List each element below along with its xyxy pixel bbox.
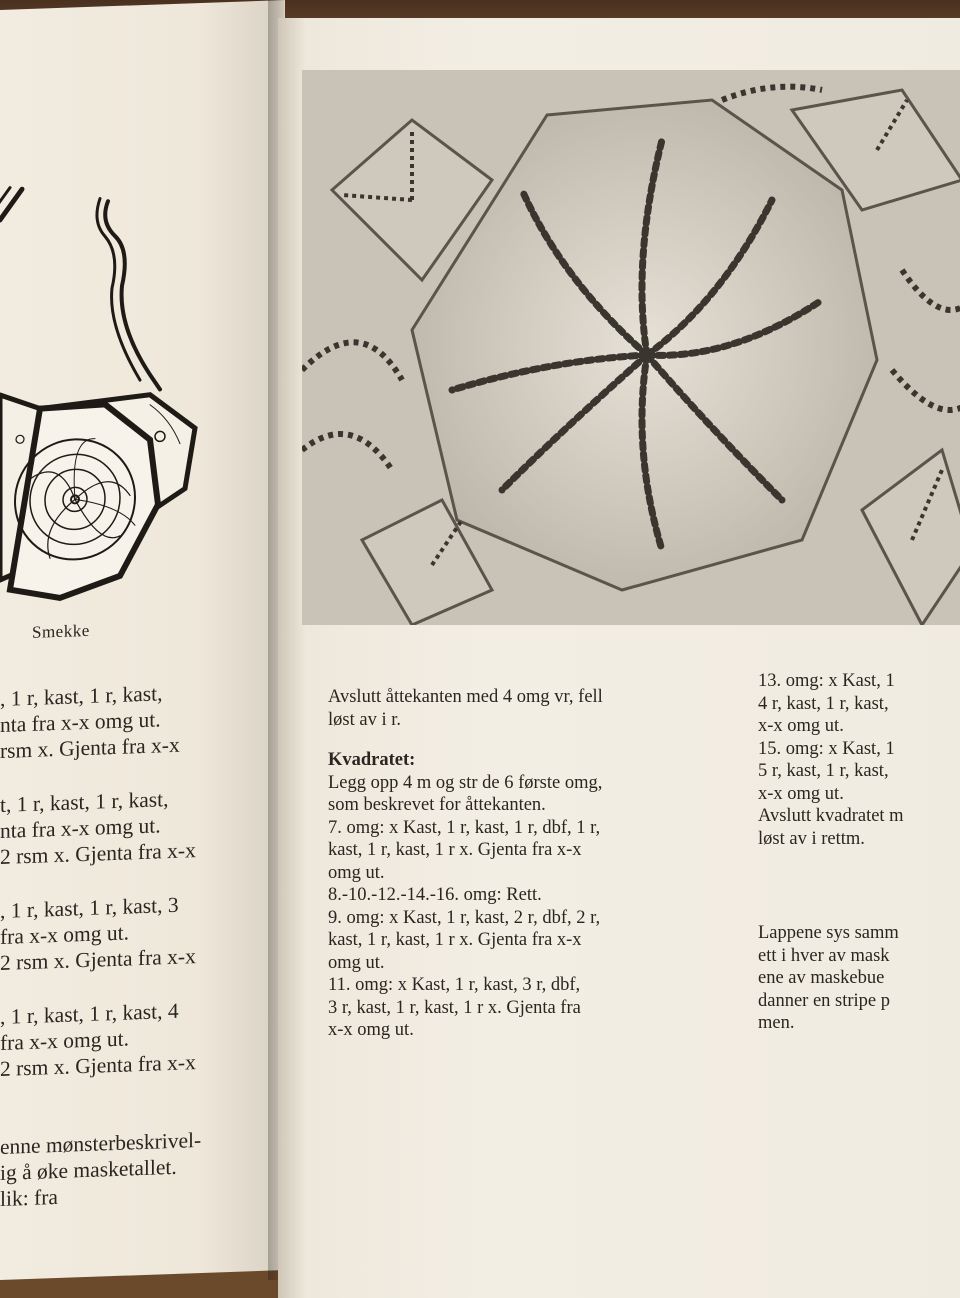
text-line: omg ut.	[328, 862, 385, 883]
text-line: 3 r, kast, 1 r, kast, 1 r x. Gjenta fra	[328, 997, 581, 1018]
instructions-column-2	[758, 670, 960, 1035]
text-line: 2 rsm x. Gjenta fra x-x	[0, 1050, 196, 1081]
right-page	[278, 18, 960, 1298]
knitted-lace-photo	[302, 70, 960, 625]
text-line: Legg opp 4 m og str de 6 første omg,	[328, 772, 603, 793]
text-line: fra x-x omg ut.	[0, 920, 129, 949]
text-line: x-x omg ut.	[758, 783, 844, 804]
text-line: Lappene sys samm	[758, 923, 899, 943]
text-line: 11. omg: x Kast, 1 r, kast, 3 r, dbf,	[328, 975, 581, 995]
text-line: 8.-10.-12.-14.-16. omg: Rett.	[328, 885, 542, 905]
text-line: 2 rsm x. Gjenta fra x-x	[0, 944, 196, 975]
text-line: omg ut.	[328, 952, 385, 973]
text-line: , 1 r, kast, 1 r, kast, 3	[0, 892, 179, 923]
text-line: fra x-x omg ut.	[0, 1026, 129, 1055]
text-line: nta fra x-x omg ut.	[0, 707, 161, 737]
text-line: Avslutt åttekanten med 4 omg vr, fell	[328, 687, 603, 707]
illustration-caption: Smekke	[32, 620, 90, 642]
text-line: lik: fra	[0, 1184, 58, 1211]
text-line: , 1 r, kast, 1 r, kast, 4	[0, 998, 179, 1029]
text-line: 5 r, kast, 1 r, kast,	[758, 761, 889, 781]
text-line: 13. omg: x Kast, 1	[758, 671, 895, 691]
text-line: x-x omg ut.	[758, 716, 844, 736]
text-line: kast, 1 r, kast, 1 r x. Gjenta fra x-x	[328, 840, 582, 860]
text-line: rsm x. Gjenta fra x-x	[0, 732, 180, 763]
text-line: ett i hver av mask	[758, 945, 890, 966]
section-heading: Kvadratet:	[328, 750, 416, 770]
text-line: x-x omg ut.	[328, 1020, 414, 1040]
text-line: nta fra x-x omg ut.	[0, 813, 161, 843]
text-line: 9. omg: x Kast, 1 r, kast, 2 r, dbf, 2 r,	[328, 907, 601, 928]
text-line: løst av i r.	[328, 709, 401, 730]
text-line: men.	[758, 1013, 795, 1033]
left-page-text	[0, 676, 285, 1212]
text-line: 2 rsm x. Gjenta fra x-x	[0, 838, 196, 869]
text-line: Avslutt kvadratet m	[758, 806, 904, 826]
text-line: t, 1 r, kast, 1 r, kast,	[0, 787, 169, 817]
instructions-column-1	[328, 686, 728, 1042]
text-line: 7. omg: x Kast, 1 r, kast, 1 r, dbf, 1 r,	[328, 817, 601, 838]
text-line: 15. omg: x Kast, 1	[758, 738, 895, 759]
text-line: danner en stripe p	[758, 990, 891, 1011]
bib-illustration	[0, 172, 230, 620]
text-line: kast, 1 r, kast, 1 r x. Gjenta fra x-x	[328, 930, 582, 950]
text-line: løst av i rettm.	[758, 828, 865, 849]
text-line: 4 r, kast, 1 r, kast,	[758, 693, 889, 714]
text-line: som beskrevet for åttekanten.	[328, 795, 546, 815]
left-page	[0, 0, 285, 1280]
text-line: ene av maskebue	[758, 968, 885, 988]
text-line: enne mønsterbeskrivel-	[0, 1127, 202, 1159]
text-line: ig å øke masketallet.	[0, 1154, 177, 1185]
text-line: , 1 r, kast, 1 r, kast,	[0, 681, 163, 711]
